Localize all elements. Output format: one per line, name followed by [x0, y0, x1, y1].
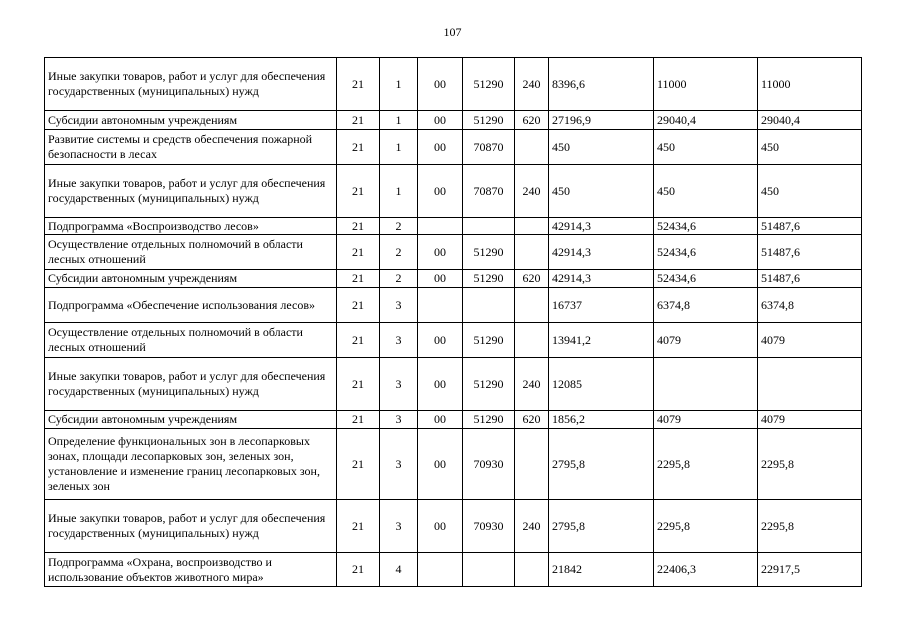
code-cell: 21	[337, 553, 380, 587]
code-cell: 1	[380, 58, 418, 111]
value-cell: 1856,2	[549, 411, 654, 429]
value-cell: 42914,3	[549, 235, 654, 270]
code-cell	[515, 288, 549, 323]
code-cell: 1	[380, 130, 418, 165]
code-cell: 3	[380, 429, 418, 500]
row-name-cell: Развитие системы и средств обеспечения пожарной безопасности в лесах	[45, 130, 337, 165]
value-cell: 6374,8	[758, 288, 862, 323]
code-cell: 70870	[463, 165, 515, 218]
code-cell: 51290	[463, 58, 515, 111]
code-cell: 3	[380, 288, 418, 323]
table-row	[45, 130, 862, 165]
value-cell: 450	[549, 130, 654, 165]
value-cell: 6374,8	[654, 288, 758, 323]
code-cell: 240	[515, 358, 549, 411]
value-cell: 450	[654, 165, 758, 218]
code-cell: 1	[380, 111, 418, 130]
code-cell: 21	[337, 58, 380, 111]
value-cell: 52434,6	[654, 235, 758, 270]
value-cell: 450	[654, 130, 758, 165]
code-cell: 240	[515, 165, 549, 218]
code-cell	[418, 218, 463, 235]
code-cell: 51290	[463, 411, 515, 429]
table-row	[45, 235, 862, 270]
code-cell: 00	[418, 111, 463, 130]
code-cell: 00	[418, 411, 463, 429]
code-cell: 00	[418, 270, 463, 288]
code-cell: 620	[515, 270, 549, 288]
code-cell: 3	[380, 358, 418, 411]
row-name-cell: Субсидии автономным учреждениям	[45, 411, 337, 429]
table-row	[45, 500, 862, 553]
code-cell: 51290	[463, 235, 515, 270]
code-cell	[463, 553, 515, 587]
code-cell: 21	[337, 270, 380, 288]
code-cell	[515, 429, 549, 500]
row-name-cell: Осуществление отдельных полномочий в области лесных отношений	[45, 323, 337, 358]
code-cell: 1	[380, 165, 418, 218]
code-cell	[418, 553, 463, 587]
code-cell: 21	[337, 429, 380, 500]
value-cell: 51487,6	[758, 235, 862, 270]
code-cell: 2	[380, 235, 418, 270]
code-cell: 00	[418, 58, 463, 111]
row-name-cell: Подпрограмма «Воспроизводство лесов»	[45, 218, 337, 235]
code-cell: 00	[418, 130, 463, 165]
table-body	[45, 58, 862, 587]
code-cell: 21	[337, 288, 380, 323]
value-cell: 2295,8	[758, 429, 862, 500]
value-cell: 27196,9	[549, 111, 654, 130]
value-cell: 16737	[549, 288, 654, 323]
code-cell: 51290	[463, 358, 515, 411]
table-row	[45, 218, 862, 235]
value-cell: 450	[549, 165, 654, 218]
value-cell: 2795,8	[549, 500, 654, 553]
code-cell: 70930	[463, 500, 515, 553]
code-cell: 51290	[463, 111, 515, 130]
table-row	[45, 165, 862, 218]
code-cell: 3	[380, 411, 418, 429]
value-cell: 51487,6	[758, 270, 862, 288]
value-cell: 2295,8	[654, 500, 758, 553]
code-cell	[515, 130, 549, 165]
row-name-cell: Осуществление отдельных полномочий в области лесных отношений	[45, 235, 337, 270]
value-cell: 2795,8	[549, 429, 654, 500]
row-name-cell: Иные закупки товаров, работ и услуг для обеспечения государственных (муниципальных) нужд	[45, 500, 337, 553]
code-cell	[418, 288, 463, 323]
code-cell	[463, 288, 515, 323]
code-cell: 21	[337, 411, 380, 429]
value-cell: 13941,2	[549, 323, 654, 358]
value-cell: 29040,4	[654, 111, 758, 130]
table-row	[45, 323, 862, 358]
code-cell: 51290	[463, 270, 515, 288]
value-cell: 29040,4	[758, 111, 862, 130]
row-name-cell: Иные закупки товаров, работ и услуг для обеспечения государственных (муниципальных) нужд	[45, 58, 337, 111]
code-cell: 00	[418, 429, 463, 500]
code-cell: 21	[337, 323, 380, 358]
value-cell	[654, 358, 758, 411]
row-name-cell: Иные закупки товаров, работ и услуг для обеспечения государственных (муниципальных) нужд	[45, 358, 337, 411]
code-cell: 620	[515, 411, 549, 429]
code-cell: 21	[337, 218, 380, 235]
code-cell	[463, 218, 515, 235]
code-cell: 240	[515, 58, 549, 111]
value-cell: 11000	[654, 58, 758, 111]
table-row	[45, 58, 862, 111]
code-cell: 00	[418, 500, 463, 553]
table-row	[45, 270, 862, 288]
code-cell: 21	[337, 111, 380, 130]
table-row	[45, 411, 862, 429]
code-cell: 3	[380, 323, 418, 358]
row-name-cell: Субсидии автономным учреждениям	[45, 111, 337, 130]
budget-table	[44, 57, 862, 587]
value-cell: 52434,6	[654, 218, 758, 235]
code-cell: 2	[380, 218, 418, 235]
value-cell: 4079	[654, 323, 758, 358]
value-cell: 4079	[758, 411, 862, 429]
row-name-cell: Определение функциональных зон в лесопарковых зонах, площади лесопарковых зон, зеленых зон, установление и изменение границ лесопарковых зон, зеленых зон	[45, 429, 337, 500]
value-cell: 21842	[549, 553, 654, 587]
value-cell	[758, 358, 862, 411]
code-cell	[515, 235, 549, 270]
value-cell: 450	[758, 130, 862, 165]
value-cell: 11000	[758, 58, 862, 111]
value-cell: 450	[758, 165, 862, 218]
code-cell	[515, 553, 549, 587]
code-cell: 620	[515, 111, 549, 130]
code-cell: 3	[380, 500, 418, 553]
value-cell: 22917,5	[758, 553, 862, 587]
value-cell: 2295,8	[758, 500, 862, 553]
table-row	[45, 111, 862, 130]
code-cell: 21	[337, 130, 380, 165]
value-cell: 42914,3	[549, 270, 654, 288]
code-cell: 4	[380, 553, 418, 587]
value-cell: 4079	[654, 411, 758, 429]
code-cell	[515, 323, 549, 358]
value-cell: 2295,8	[654, 429, 758, 500]
value-cell: 52434,6	[654, 270, 758, 288]
table-row	[45, 429, 862, 500]
value-cell: 51487,6	[758, 218, 862, 235]
code-cell: 21	[337, 235, 380, 270]
value-cell: 42914,3	[549, 218, 654, 235]
row-name-cell: Подпрограмма «Охрана, воспроизводство и использование объектов животного мира»	[45, 553, 337, 587]
value-cell: 4079	[758, 323, 862, 358]
code-cell: 51290	[463, 323, 515, 358]
code-cell: 00	[418, 358, 463, 411]
page-number: 107	[443, 25, 462, 39]
code-cell: 21	[337, 165, 380, 218]
code-cell: 00	[418, 323, 463, 358]
code-cell: 2	[380, 270, 418, 288]
code-cell: 70930	[463, 429, 515, 500]
code-cell: 00	[418, 165, 463, 218]
value-cell: 8396,6	[549, 58, 654, 111]
code-cell: 70870	[463, 130, 515, 165]
table-row	[45, 553, 862, 587]
code-cell: 00	[418, 235, 463, 270]
code-cell	[515, 218, 549, 235]
row-name-cell: Подпрограмма «Обеспечение использования лесов»	[45, 288, 337, 323]
code-cell: 21	[337, 358, 380, 411]
table-row	[45, 288, 862, 323]
row-name-cell: Субсидии автономным учреждениям	[45, 270, 337, 288]
value-cell: 12085	[549, 358, 654, 411]
table-row	[45, 358, 862, 411]
code-cell: 21	[337, 500, 380, 553]
row-name-cell: Иные закупки товаров, работ и услуг для обеспечения государственных (муниципальных) нужд	[45, 165, 337, 218]
value-cell: 22406,3	[654, 553, 758, 587]
code-cell: 240	[515, 500, 549, 553]
